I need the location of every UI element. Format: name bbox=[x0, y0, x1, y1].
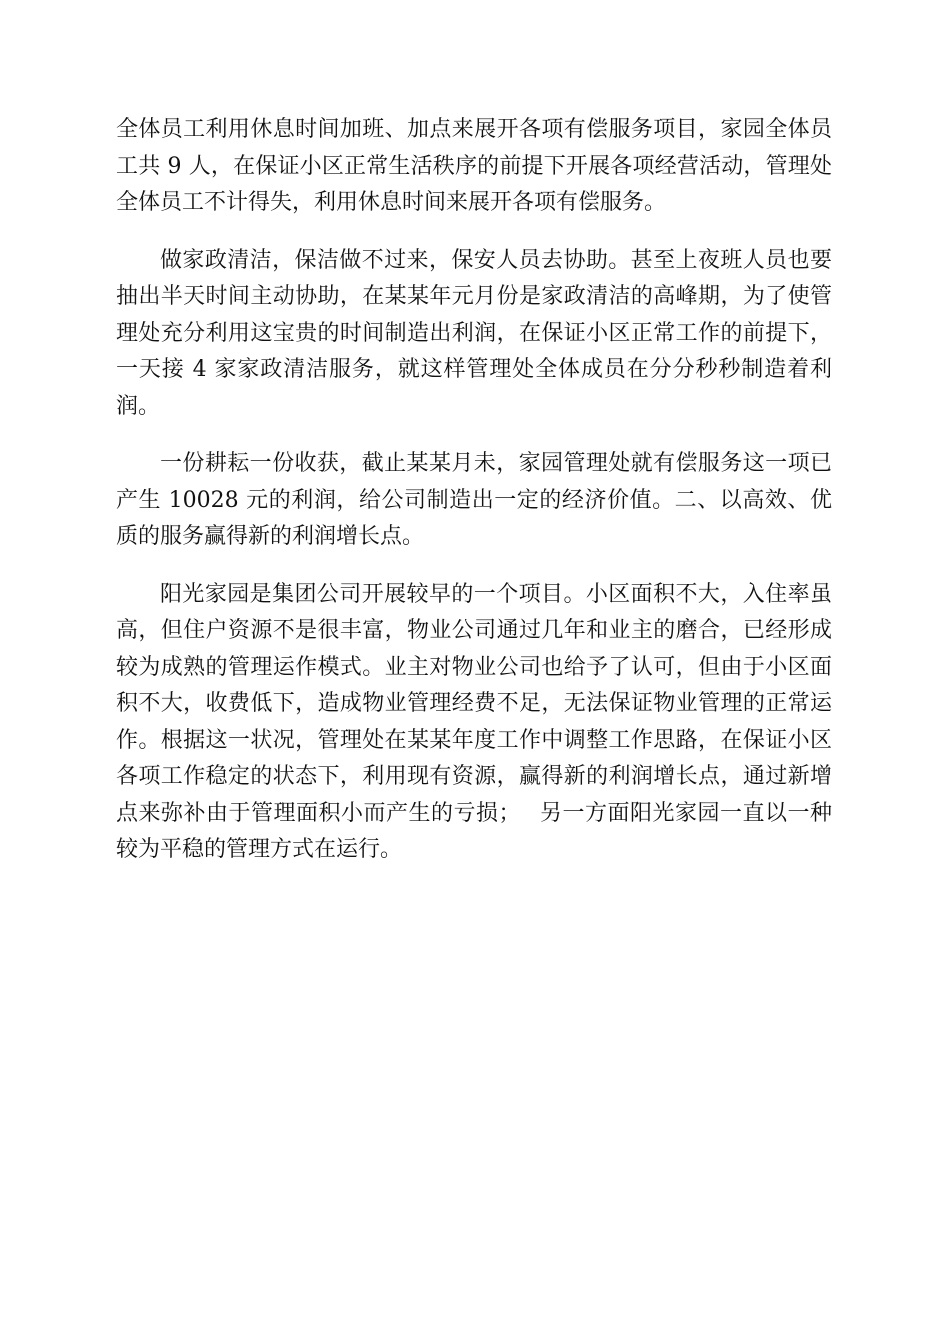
paragraph-1: 全体员工利用休息时间加班、加点来展开各项有偿服务项目，家园全体员工共 9 人，在保证小区正常生活秩序的前提下开展各项经营活动，管理处全体员工不计得失，利用休息时间来展开各项有偿服务。 bbox=[116, 117, 832, 215]
paragraph-3: 一份耕耘一份收获，截止某某月未，家园管理处就有偿服务这一项已产生 10028 元的利润，给公司制造出一定的经济价值。二、以高效、优质的服务赢得新的利润增长点。 bbox=[116, 451, 832, 549]
paragraph-2: 做家政清洁，保洁做不过来，保安人员去协助。甚至上夜班人员也要抽出半天时间主动协助，在某某年元月份是家政清洁的高峰期，为了使管理处充分利用这宝贵的时间制造出利润，在保证小区正常工作的前提下，一天接 4 家家政清洁服务，就这样管理处全体成员在分分秒秒制造着利润。 bbox=[116, 247, 832, 419]
document-body bbox=[116, 112, 832, 890]
paragraph-4: 阳光家园是集团公司开展较早的一个项目。小区面积不大，入住率虽高，但住户资源不是很丰富，物业公司通过几年和业主的磨合，已经形成较为成熟的管理运作模式。业主对物业公司也给予了认可，但由于小区面积不大，收费低下，造成物业管理经费不足，无法保证物业管理的正常运作。根据这一状况，管理处在某某年度工作中调整工作思路，在保证小区各项工作稳定的状态下，利用现有资源，赢得新的利润增长点，通过新增点来弥补由于管理面积小而产生的亏损； 另一方面阳光家园一直以一种较为平稳的管理方式在运行。 bbox=[116, 581, 832, 862]
